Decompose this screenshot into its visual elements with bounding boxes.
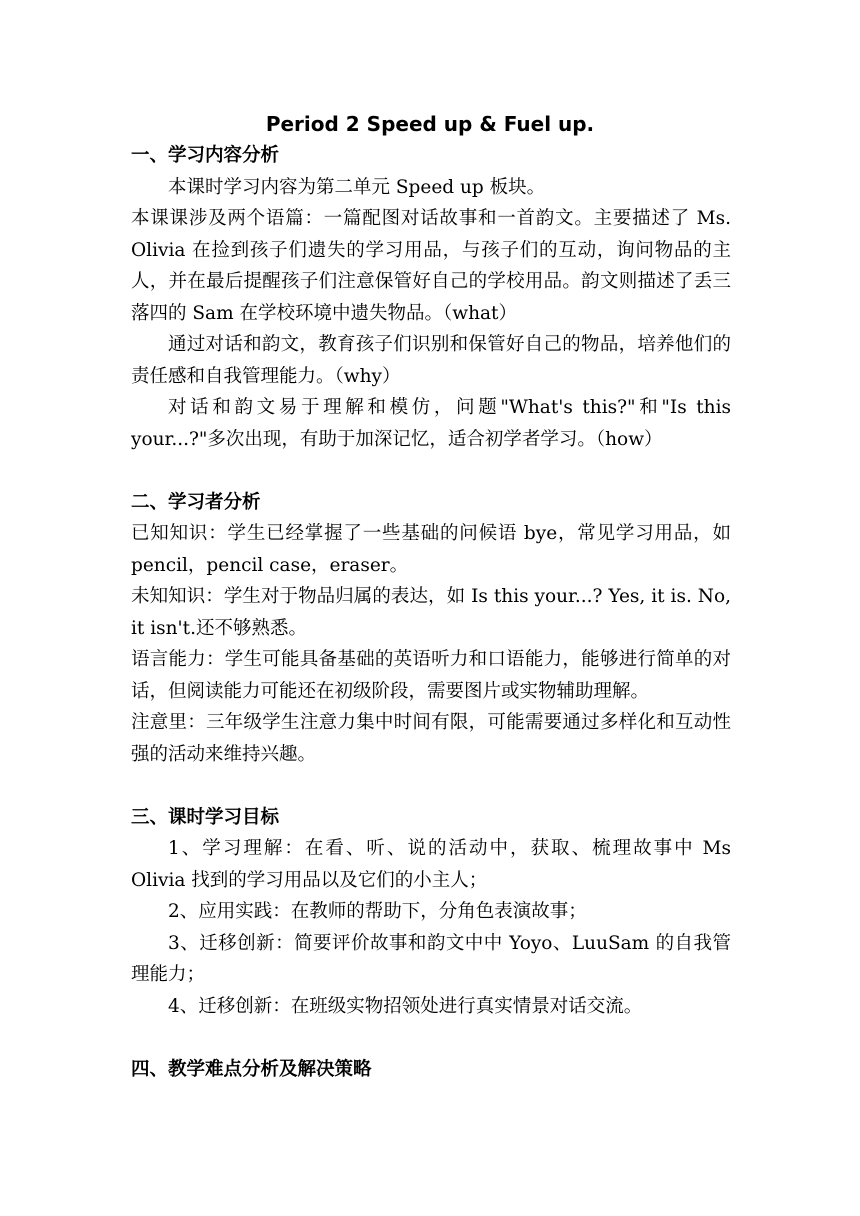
paragraph: 未知知识：学生对于物品归属的表达，如 Is this your...? Yes, it is. No, it isn't.还不够熟悉。: [131, 586, 731, 639]
section-heading-2: 二、学习者分析: [131, 491, 261, 513]
spacer: [131, 770, 731, 802]
goal-item: 2、应用实践：在教师的帮助下，分角色表演故事；: [168, 901, 587, 922]
goal-item: 1、学习理解：在看、听、说的活动中，获取、梳理故事中 Ms Olivia 找到的学习用品以及它们的小主人；: [131, 838, 731, 891]
spacer: [131, 1022, 731, 1054]
paragraph: 通过对话和韵文，教育孩子们识别和保管好自己的物品，培养他们的责任感和自我管理能力。（why）: [131, 334, 731, 387]
goal-item: 4、迁移创新：在班级实物招领处进行真实情景对话交流。: [168, 995, 643, 1017]
document-title: Period 2 Speed up & Fuel up.: [265, 112, 595, 136]
paragraph: 注意里：三年级学生注意力集中时间有限，可能需要通过多样化和互动性强的活动来维持兴趣。: [131, 712, 731, 765]
section-heading-4: 四、教学难点分析及解决策略: [131, 1058, 372, 1080]
document-body: [131, 140, 731, 1085]
goal-item: 3、迁移创新：简要评价故事和韵文中中 Yoyo、LuuSam 的自我管理能力；: [131, 932, 731, 985]
section-heading-1: 一、学习内容分析: [131, 145, 280, 166]
paragraph: 已知知识：学生已经掌握了一些基础的问候语 bye，常见学习用品，如 pencil，pencil case，eraser。: [131, 523, 731, 576]
paragraph: 本课课涉及两个语篇：一篇配图对话故事和一首韵文。主要描述了 Ms. Olivia 在捡到孩子们遗失的学习用品，与孩子们的互动，询问物品的主人，并在最后提醒孩子们注意保管好自己的学校用品。韵文则描述了丢三落四的 Sam 在学校环境中遗失物品。（what）: [131, 208, 731, 324]
section-heading-3: 三、课时学习目标: [131, 806, 280, 828]
paragraph: 语言能力：学生可能具备基础的英语听力和口语能力，能够进行简单的对话，但阅读能力可能还在初级阶段，需要图片或实物辅助理解。: [131, 649, 731, 702]
paragraph: 对话和韵文易于理解和模仿，问题"What's this?"和"Is this your...?"多次出现，有助于加深记忆，适合初学者学习。（how）: [131, 397, 731, 450]
spacer: [131, 455, 731, 487]
paragraph: 本课时学习内容为第二单元 Speed up 板块。: [168, 176, 546, 198]
